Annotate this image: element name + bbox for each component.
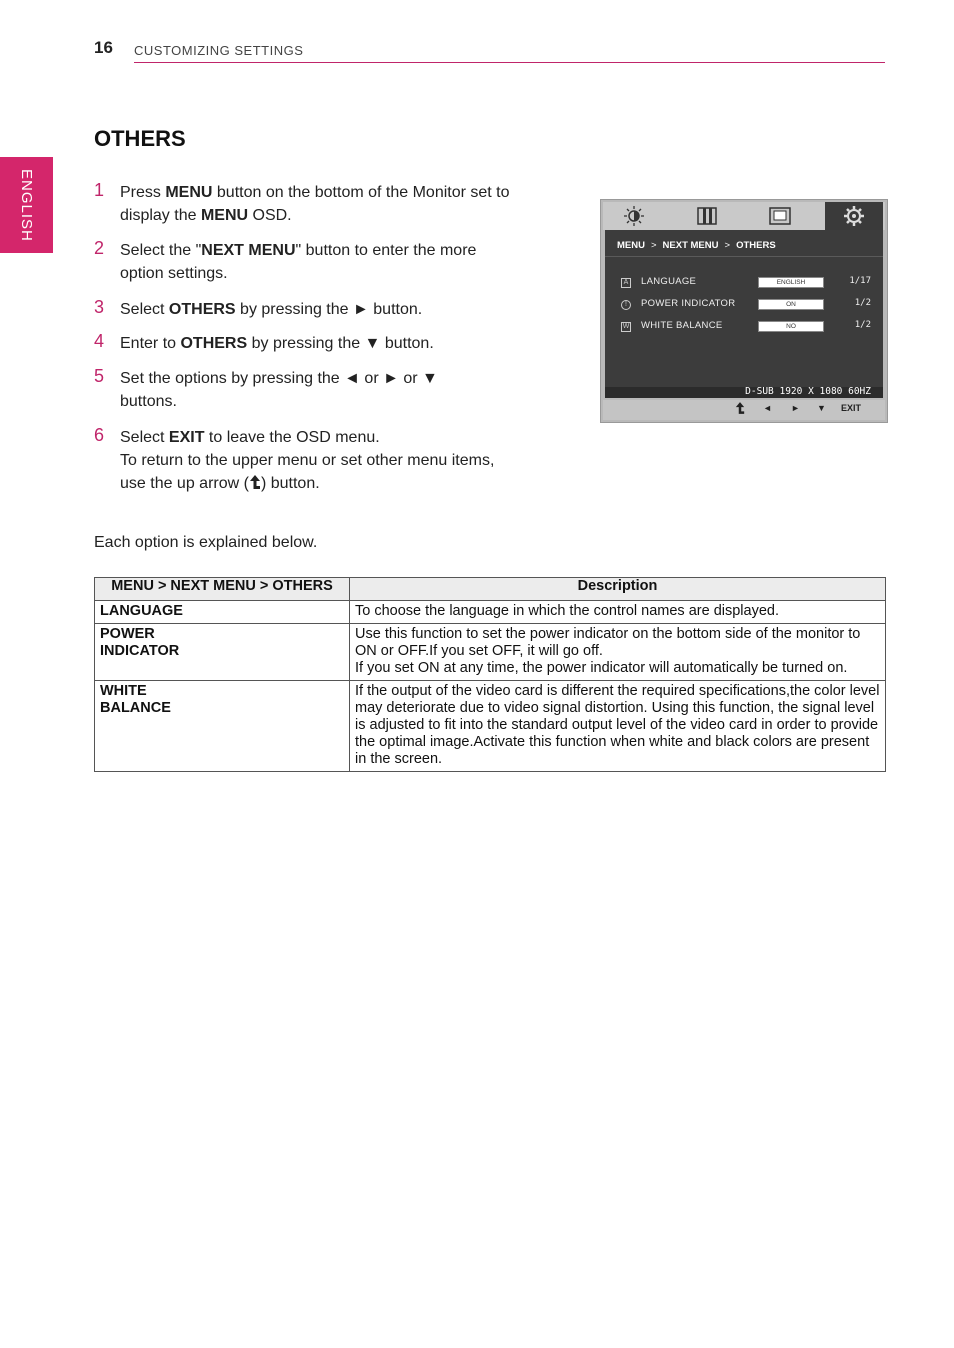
osd-status-bar: D-SUB 1920 X 1080 60HZ	[605, 387, 883, 398]
language-tab	[0, 157, 53, 253]
osd-tab-bar	[603, 202, 885, 230]
up-arrow-icon	[249, 475, 261, 492]
step-number: 3	[94, 297, 105, 317]
step-text: Select EXIT to leave the OSD menu. To return to the upper menu or set other menu items, use the up arrow ( ) button.	[120, 429, 495, 492]
page-title: OTHERS	[94, 126, 186, 151]
option-description: Use this function to set the power indicator on the bottom side of the monitor to ON or OFF.If you set OFF, it will go off. If you set ON at any time, the power indicator will automatically be turned on.	[350, 624, 886, 681]
option-description: To choose the language in which the control names are displayed.	[350, 601, 886, 624]
table-header-row	[95, 578, 886, 601]
settings-gear-icon	[825, 202, 883, 230]
down-button[interactable]: ▼	[817, 403, 826, 413]
osd-value: ENGLISH	[758, 277, 824, 288]
option-name: WHITE BALANCE	[95, 681, 350, 772]
up-arrow-icon[interactable]	[735, 402, 745, 416]
table-row	[95, 681, 886, 772]
osd-divider	[605, 256, 883, 257]
step-number: 5	[94, 366, 105, 386]
table-row	[95, 624, 886, 681]
left-button[interactable]: ◄	[763, 403, 772, 413]
white-balance-icon: W	[622, 323, 630, 330]
language-tab-label: ENGLISH	[18, 168, 35, 242]
step-number: 6	[94, 425, 105, 445]
option-description: If the output of the video card is different the required specifications,the color level may deteriorate due to video signal distortion. Using this function, the signal level is adjusted to fit into the standard output level of the video card in order to provide the optimal image.Activate this function when white and black colors are present in the screen.	[350, 681, 886, 772]
step-text: Set the options by pressing the ◄ or ► or ▼ buttons.	[120, 370, 438, 410]
step-number: 2	[94, 238, 105, 258]
step-text: Select the "NEXT MENU" button to enter the more option settings.	[120, 242, 477, 282]
options-table	[94, 577, 886, 772]
brightness-icon	[605, 202, 663, 230]
step-number: 1	[94, 180, 105, 200]
language-icon: A	[621, 278, 631, 288]
step-text: Press MENU button on the bottom of the Monitor set to display the MENU OSD.	[120, 184, 510, 224]
option-name: POWER INDICATOR	[95, 624, 350, 681]
osd-value: ON	[758, 299, 824, 310]
step-text: Enter to OTHERS by pressing the ▼ button.	[120, 335, 434, 352]
power-icon: !	[621, 300, 631, 310]
picture-icon	[678, 202, 736, 230]
column-header: MENU > NEXT MENU > OTHERS	[95, 578, 350, 601]
header-divider	[134, 62, 885, 63]
osd-breadcrumb: MENU > NEXT MENU > OTHERS	[617, 240, 776, 251]
step-number: 4	[94, 331, 105, 351]
right-button[interactable]: ►	[791, 403, 800, 413]
osd-row-power-indicator[interactable]: ! POWER INDICATOR ON 1/2	[621, 298, 871, 312]
table-row	[95, 601, 886, 624]
intro-text: Each option is explained below.	[94, 534, 318, 551]
section-title-header: CUSTOMIZING SETTINGS	[134, 43, 304, 58]
osd-panel	[605, 230, 883, 398]
osd-value: NO	[758, 321, 824, 332]
osd-row-language[interactable]: A LANGUAGE ENGLISH 1/17	[621, 276, 871, 290]
page-number: 16	[94, 38, 113, 57]
osd-button-bar	[603, 400, 885, 420]
exit-button[interactable]: EXIT	[841, 403, 862, 413]
osd-row-white-balance[interactable]: W WHITE BALANCE NO 1/2	[622, 320, 871, 331]
option-name: LANGUAGE	[95, 601, 350, 624]
step-text: Select OTHERS by pressing the ► button.	[120, 301, 423, 318]
osd-screenshot	[600, 199, 888, 423]
column-header: Description	[350, 578, 886, 601]
screen-icon	[751, 202, 809, 230]
